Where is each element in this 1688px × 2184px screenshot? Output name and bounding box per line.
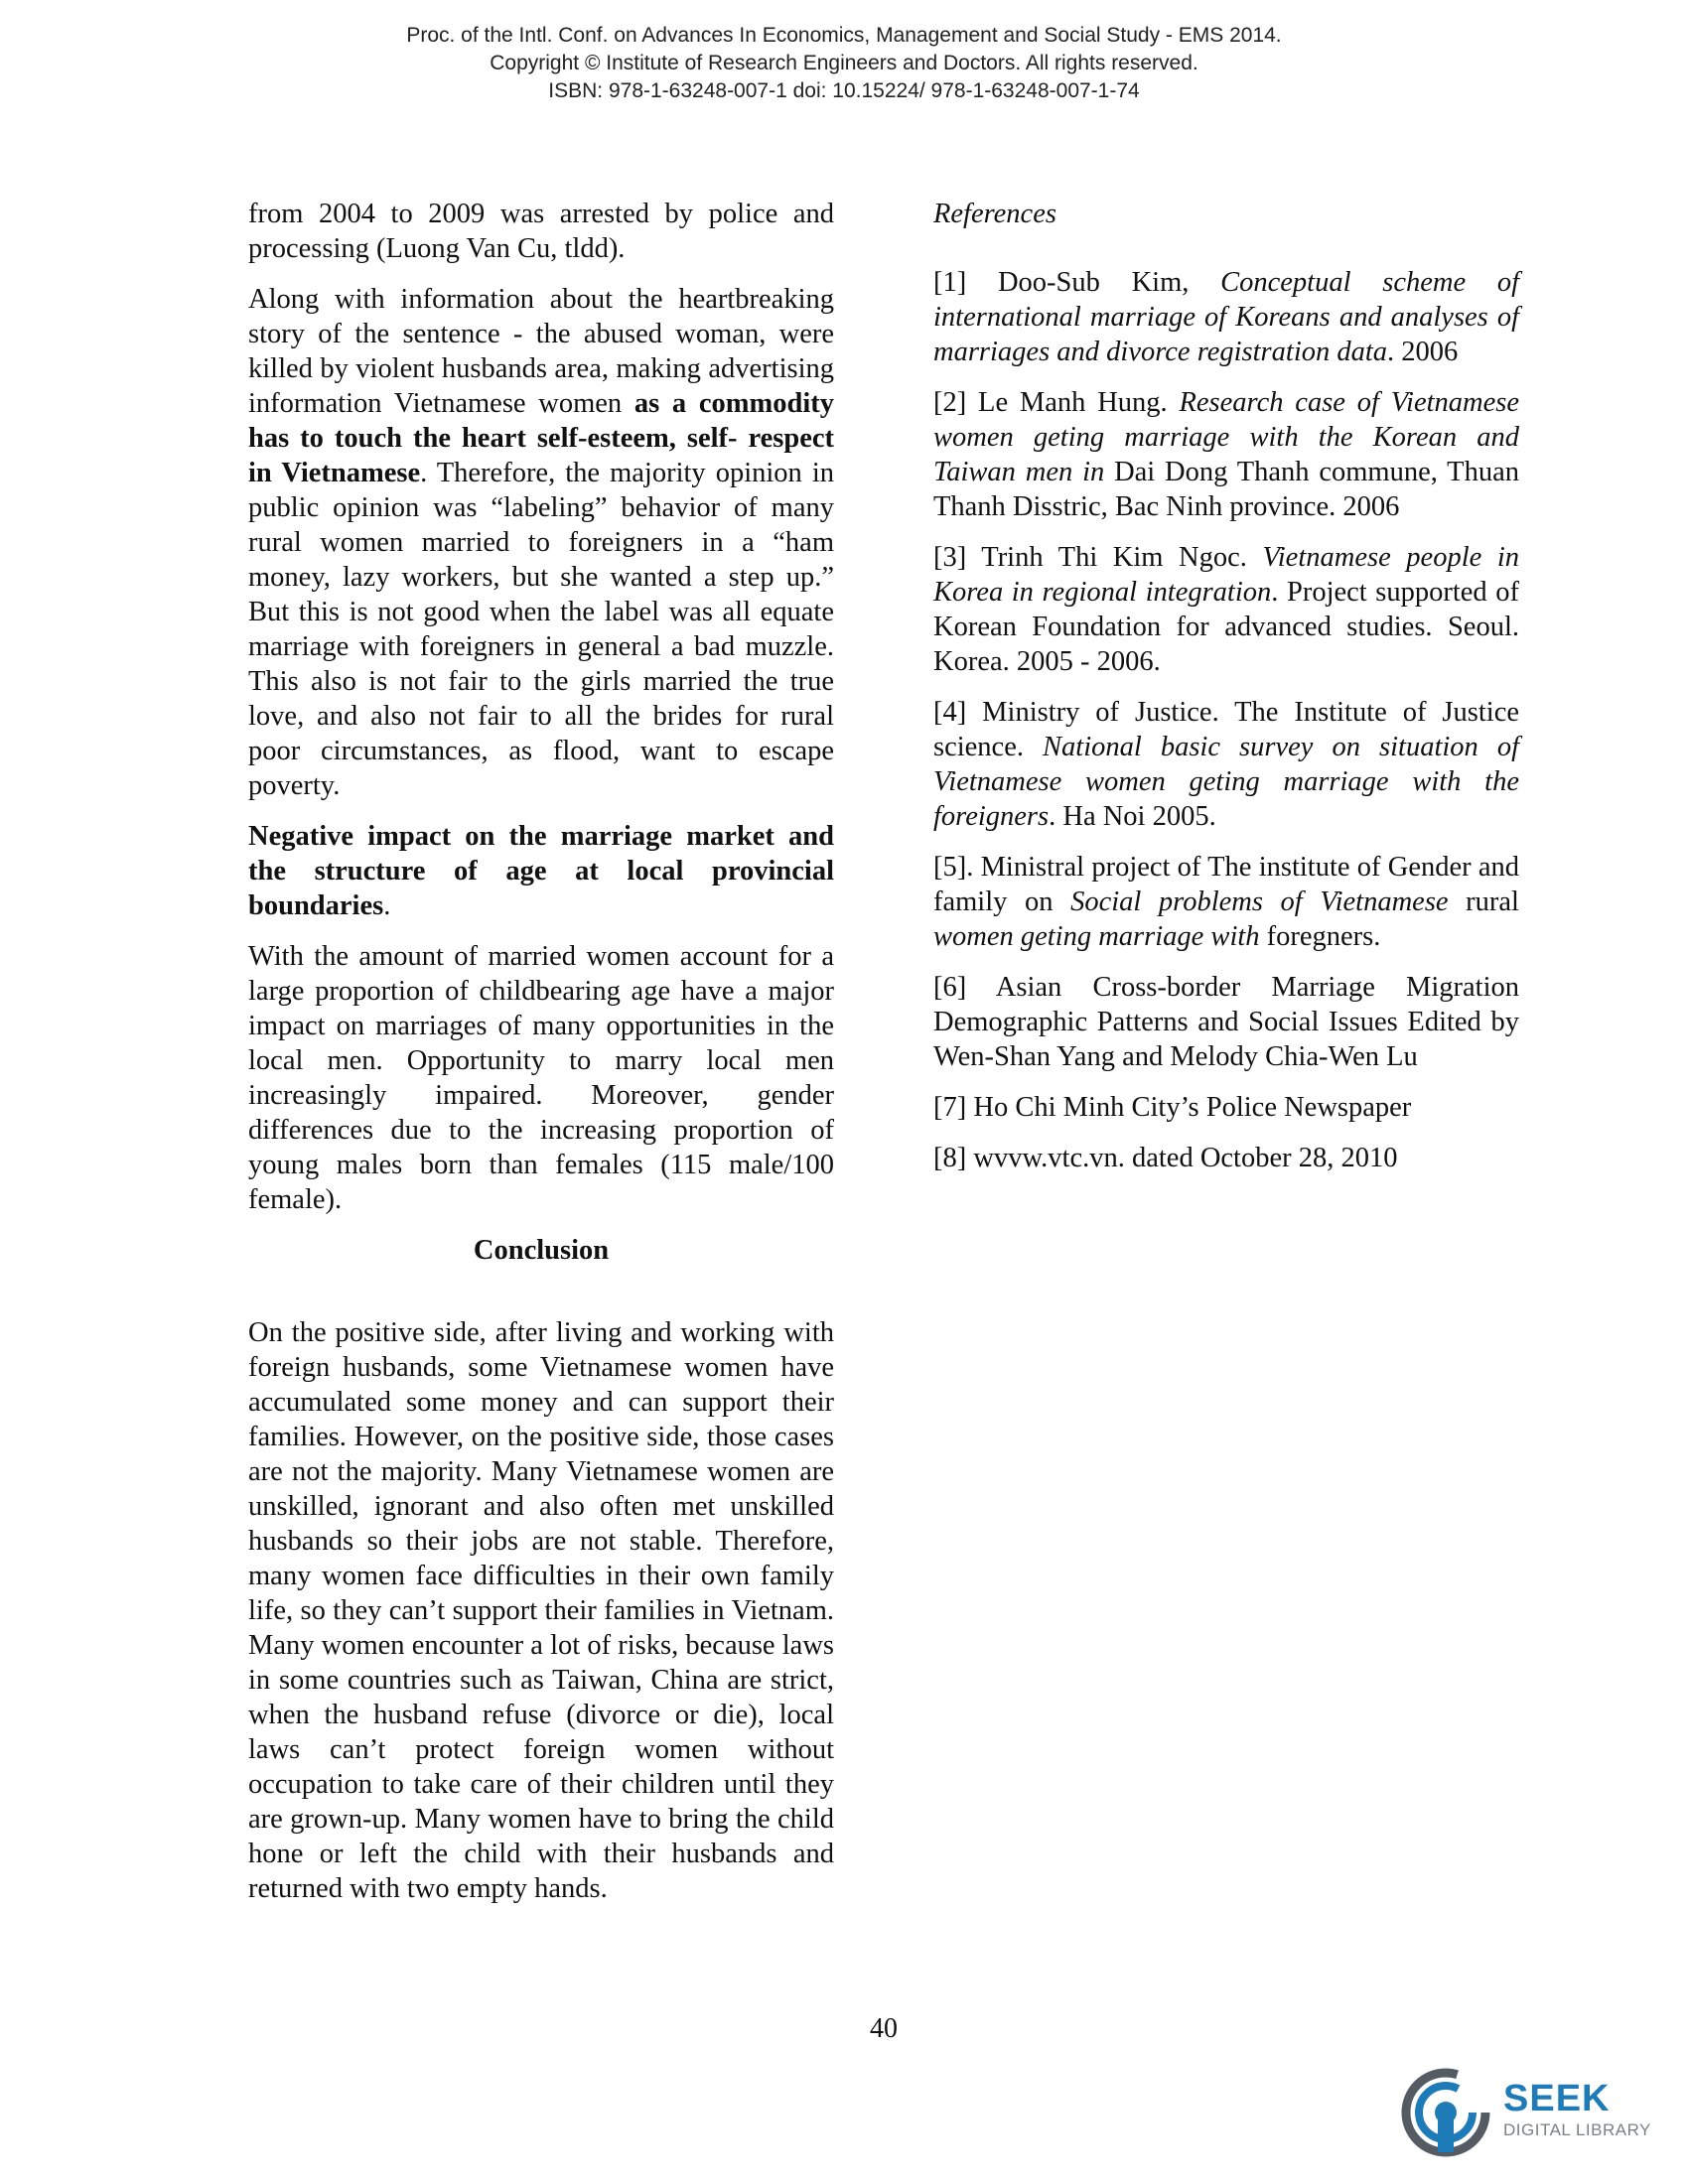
reference-item: [6] Asian Cross-border Marriage Migration Demographic Patterns and Social Issues Edited by Wen-Shan Yang and Melody Chia-Wen Lu xyxy=(933,972,1519,1072)
text-span: foregners. xyxy=(1259,921,1381,952)
references-column xyxy=(933,197,1519,1191)
header-line-isbn: ISBN: 978-1-63248-007-1 doi: 10.15224/ 978-1-63248-007-1-74 xyxy=(548,79,1140,102)
text-span: Dai Dong Thanh commune, Thuan Thanh Disstric, Bac Ninh province. 2006 xyxy=(933,457,1519,522)
text-span: . xyxy=(383,890,391,921)
paragraph: On the positive side, after living and working with foreign husbands, some Vietnamese women have accumulated some money and can support their families. However, on the positive side, those cases are not the majority. Many Vietnamese women are unskilled, ignorant and also often met unskilled husbands so their jobs are not stable. Therefore, many women face difficulties in their own family life, so they can’t support their families in Vietnam. Many women encounter a lot of risks, because laws in some countries such as Taiwan, China are strict, when the husband refuse (divorce or die), local laws can’t protect foreign women without occupation to take care of their children until they are grown-up. Many women have to bring the child hone or left the child with their husbands and returned with two empty hands. xyxy=(248,1317,834,1904)
left-column xyxy=(248,197,834,1922)
text-span: [4] Ministry of Justice. The Institute of Justice science. xyxy=(933,697,1519,762)
text-span: [5]. Ministral project of The institute of Gender and family on xyxy=(933,852,1519,917)
text-span: Along with information about the heartbreaking story of the sentence - the abused woman, were killed by violent husbands area, making advertising information Vietnamese women xyxy=(248,284,834,419)
page-number: 40 xyxy=(870,2013,898,2044)
conclusion-heading: Conclusion xyxy=(473,1235,610,1266)
header-line-conference: Proc. of the Intl. Conf. on Advances In Economics, Management and Social Study - EMS 2014. xyxy=(406,24,1282,47)
text-span: . 2006 xyxy=(1387,337,1459,367)
text-span: . Therefore, the majority opinion in public opinion was “labeling” behavior of many rural women married to foreigners in a “ham money, lazy workers, but she wanted a step up.” But this is not good when the label was all equate marriage with foreigners in general a bad muzzle. This also is not fair to the girls married the true love, and also not fair to all the brides for rural poor circumstances, as flood, want to escape poverty. xyxy=(248,458,834,801)
logo-subtitle: DIGITAL LIBRARY xyxy=(1503,2120,1651,2139)
italic-title: Research case of Vietnamese women geting marriage with the Korean and Taiwan men in xyxy=(933,387,1519,487)
reference-item xyxy=(933,265,1519,369)
reference-item xyxy=(933,850,1519,954)
paragraph: With the amount of married women account for a large proportion of childbearing age have a major impact on marriages of many opportunities in the local men. Opportunity to marry local men increasingly impaired. Moreover, gender differences due to the increasing proportion of young males born than females (115 male/100 female). xyxy=(248,941,834,1215)
reference-item: [7] Ho Chi Minh City’s Police Newspaper xyxy=(933,1092,1412,1123)
text-span: . Ha Noi 2005. xyxy=(1049,801,1216,832)
text-span: [2] Le Manh Hung. xyxy=(933,387,1180,418)
italic-title: women geting marriage with xyxy=(933,921,1260,952)
heading-text: Negative impact on the marriage market and the structure of age at local provincial boundaries xyxy=(248,821,834,921)
italic-title: Social problems of Vietnamese xyxy=(1070,887,1449,917)
text-span: [1] Doo-Sub Kim, xyxy=(933,267,1221,298)
references-heading: References xyxy=(933,199,1056,229)
page-header xyxy=(0,22,1688,105)
reference-item xyxy=(933,385,1519,524)
text-span: . Project supported of Korean Foundation for advanced studies. Seoul. Korea. 2005 - 2006. xyxy=(933,577,1520,677)
text-span: [3] Trinh Thi Kim Ngoc. xyxy=(933,542,1263,573)
seek-digital-library-logo xyxy=(1398,2063,1656,2162)
reference-item xyxy=(933,695,1519,834)
paragraph xyxy=(248,282,834,803)
reference-item xyxy=(933,540,1519,679)
italic-title: National basic survey on situation of Vietnamese women geting marriage with the foreigners xyxy=(933,732,1519,832)
paragraph: from 2004 to 2009 was arrested by police and processing (Luong Van Cu, tldd). xyxy=(248,199,834,264)
logo-word: SEEK xyxy=(1503,2078,1611,2119)
text-span: rural xyxy=(1448,887,1519,917)
italic-title: Vietnamese people in Korea in regional integration xyxy=(933,542,1519,608)
reference-item: [8] wvvw.vtc.vn. dated October 28, 2010 xyxy=(933,1143,1398,1173)
italic-title: Conceptual scheme of international marriage of Koreans and analyses of marriages and divorce registration data xyxy=(933,267,1520,367)
seek-logo-icon xyxy=(1398,2063,1497,2162)
header-line-copyright: Copyright © Institute of Research Engineers and Doctors. All rights reserved. xyxy=(490,52,1198,74)
section-heading xyxy=(248,819,834,923)
bold-text: as a commodity has to touch the heart self-esteem, self- respect in Vietnamese xyxy=(248,388,834,488)
